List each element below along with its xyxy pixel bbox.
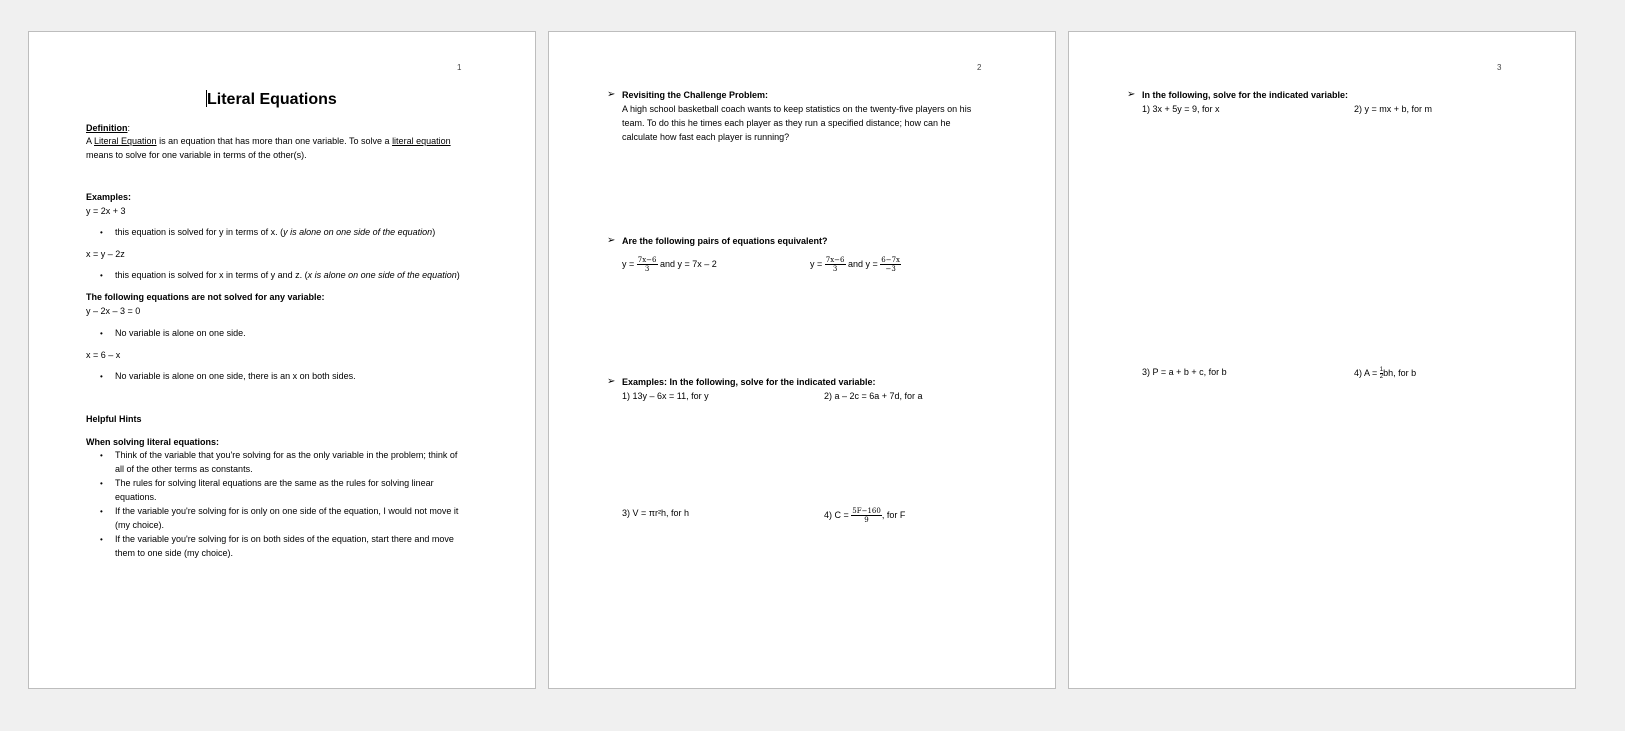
challenge-text: A high school basketball coach wants to keep statistics on the twenty-five players on his team. To do this he times each player as they run a specified distance; how can he calculate how fast each player is running? <box>622 104 972 142</box>
example-equation-1: y = 2x + 3 <box>86 206 126 216</box>
example-note-4: No variable is alone on one side, there is an x on both sides. <box>115 371 356 381</box>
problems-heading: In the following, solve for the indicated variable: <box>1142 90 1349 100</box>
definition-line-2: means to solve for one variable in terms of the other(s). <box>86 150 307 160</box>
equivalent-heading: Are the following pairs of equations equivalent? <box>622 236 828 246</box>
example-note-2: this equation is solved for x in terms of y and z. (x is alone on one side of the equation) <box>115 270 460 280</box>
page-number: 2 <box>977 63 982 72</box>
document-page-1 <box>28 31 536 689</box>
example-equation-4: x = 6 – x <box>86 350 121 360</box>
bullet-icon: • <box>100 535 103 544</box>
page-number: 3 <box>1497 63 1502 72</box>
hint-item: If the variable you're solving for is only on one side of the equation, I would not move it (my choice). <box>115 506 459 530</box>
document-page-3 <box>1068 31 1576 689</box>
examples-heading: Examples: In the following, solve for the indicated variable: <box>622 377 876 387</box>
definition-heading: Definition: <box>86 123 131 133</box>
problem-1: 1) 3x + 5y = 9, for x <box>1142 104 1220 114</box>
not-solved-heading: The following equations are not solved for any variable: <box>86 292 325 302</box>
exercise-2: 2) a – 2c = 6a + 7d, for a <box>824 391 923 401</box>
hint-item: Think of the variable that you're solving for as the only variable in the problem; think of all of the other terms as constants. <box>115 450 458 474</box>
solving-heading: When solving literal equations: <box>86 437 220 447</box>
arrow-bullet-icon: ➢ <box>1127 89 1136 100</box>
page-title: Literal Equations <box>207 91 337 108</box>
bullet-icon: • <box>100 372 103 381</box>
equation-pair-2: y = $\frac{7x-6}{3}$ and y = $\frac{6-7x}{-3}$ <box>810 256 901 274</box>
problem-3: 3) P = a + b + c, for b <box>1142 367 1227 377</box>
challenge-heading: Revisiting the Challenge Problem: <box>622 90 769 100</box>
problem-2: 2) y = mx + b, for m <box>1354 104 1433 114</box>
bullet-icon: • <box>100 479 103 488</box>
bullet-icon: • <box>100 228 103 237</box>
document-page-2 <box>548 31 1056 689</box>
arrow-bullet-icon: ➢ <box>607 235 616 246</box>
page-number: 1 <box>457 63 462 72</box>
arrow-bullet-icon: ➢ <box>607 89 616 100</box>
examples-heading: Examples: <box>86 192 132 202</box>
exercise-4: 4) C = $\frac{5F-160}{9}$ , for F <box>824 507 906 525</box>
hint-item: If the variable you're solving for is on both sides of the equation, start there and move them to one side (my choice). <box>115 534 454 558</box>
bullet-icon: • <box>100 507 103 516</box>
example-note-3: No variable is alone on one side. <box>115 328 246 338</box>
example-equation-2: x = y – 2z <box>86 249 125 259</box>
exercise-3: 3) V = πr²h, for h <box>622 508 689 518</box>
arrow-bullet-icon: ➢ <box>607 376 616 387</box>
bullet-icon: • <box>100 451 103 460</box>
example-equation-3: y – 2x – 3 = 0 <box>86 306 141 316</box>
problem-4: 4) A = $\frac{1}{2}bh$, for b <box>1354 367 1417 381</box>
example-note-1: this equation is solved for y in terms of x. (y is alone on one side of the equation) <box>115 227 436 237</box>
bullet-icon: • <box>100 271 103 280</box>
hint-item: The rules for solving literal equations are the same as the rules for solving linear equations. <box>115 478 434 502</box>
definition-line-1: A Literal Equation is an equation that has more than one variable. To solve a literal equation <box>86 136 451 146</box>
bullet-icon: • <box>100 329 103 338</box>
exercise-1: 1) 13y – 6x = 11, for y <box>622 391 709 401</box>
equation-pair-1: y = $\frac{7x-6}{3}$ and y = 7x – 2 <box>622 256 717 274</box>
hints-heading: Helpful Hints <box>86 414 142 424</box>
